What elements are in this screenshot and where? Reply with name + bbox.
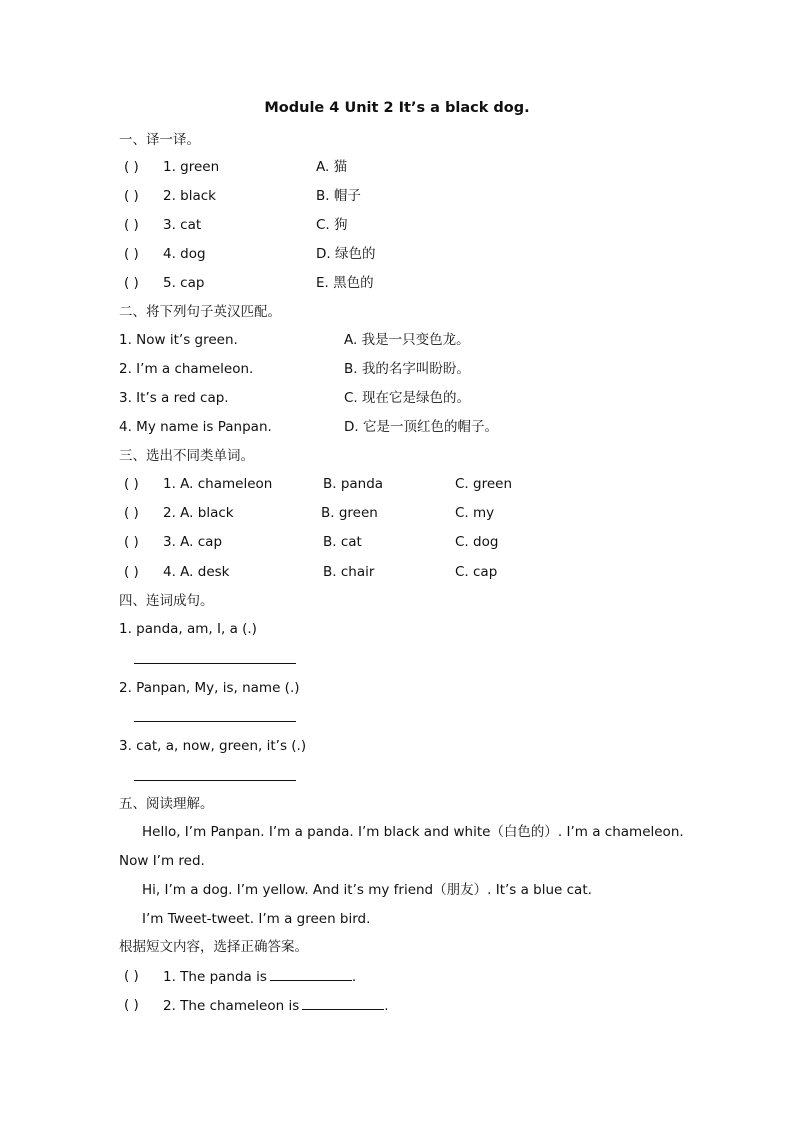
answer-blank[interactable] xyxy=(134,721,296,722)
choice-c: C. green xyxy=(455,476,512,492)
answer-paren: ( ) xyxy=(124,159,139,175)
section-1-heading: 一、译一译。 xyxy=(119,132,200,148)
page-title: Module 4 Unit 2 It’s a black dog. xyxy=(264,100,530,116)
section-2-heading: 二、将下列句子英汉匹配。 xyxy=(119,304,281,320)
choice-b: B. green xyxy=(321,505,378,521)
reading-question xyxy=(163,996,389,1015)
answer-paren: ( ) xyxy=(124,476,139,492)
choice-c: C. dog xyxy=(455,534,499,550)
choice-a: 3. A. cap xyxy=(163,534,223,550)
choice-c: C. my xyxy=(455,505,495,521)
choice-b: B. chair xyxy=(323,564,375,580)
item-option: D. 绿色的 xyxy=(316,246,376,262)
answer-blank[interactable] xyxy=(134,780,296,781)
word-order-item: 1. panda, am, I, a (.) xyxy=(119,621,257,637)
reading-question xyxy=(163,967,356,986)
answer-paren: ( ) xyxy=(124,968,139,984)
sentence-chinese: C. 现在它是绿色的。 xyxy=(344,390,471,406)
choice-a: 1. A. chameleon xyxy=(163,476,273,492)
choice-b: B. panda xyxy=(323,476,384,492)
sentence-english: 4. My name is Panpan. xyxy=(119,419,272,435)
word-order-item: 2. Panpan, My, is, name (.) xyxy=(119,680,300,696)
answer-paren: ( ) xyxy=(124,534,139,550)
section-5-heading: 五、阅读理解。 xyxy=(119,796,214,812)
sentence-english: 2. I’m a chameleon. xyxy=(119,361,254,377)
word-order-item: 3. cat, a, now, green, it’s (.) xyxy=(119,738,307,754)
question-period: . xyxy=(384,998,389,1014)
answer-paren: ( ) xyxy=(124,188,139,204)
item-question: 3. cat xyxy=(163,217,202,233)
sentence-chinese: D. 它是一顶红色的帽子。 xyxy=(344,419,498,435)
item-question: 5. cap xyxy=(163,275,205,291)
reading-paragraph-1-cont: Now I’m red. xyxy=(119,853,205,869)
sentence-chinese: A. 我是一只变色龙。 xyxy=(344,332,470,348)
sentence-chinese: B. 我的名字叫盼盼。 xyxy=(344,361,470,377)
sentence-english: 1. Now it’s green. xyxy=(119,332,238,348)
sentence-english: 3. It’s a red cap. xyxy=(119,390,229,406)
answer-paren: ( ) xyxy=(124,997,139,1013)
answer-paren: ( ) xyxy=(124,564,139,580)
reading-instruction: 根据短文内容，选择正确答案。 xyxy=(119,939,308,955)
item-option: C. 狗 xyxy=(316,217,348,233)
item-option: A. 猫 xyxy=(316,159,348,175)
reading-paragraph-3: I’m Tweet-tweet. I’m a green bird. xyxy=(142,911,371,927)
question-text: 2. The chameleon is xyxy=(163,998,300,1014)
answer-paren: ( ) xyxy=(124,217,139,233)
answer-paren: ( ) xyxy=(124,505,139,521)
item-question: 2. black xyxy=(163,188,217,204)
question-period: . xyxy=(351,969,357,985)
item-option: B. 帽子 xyxy=(316,188,361,204)
reading-paragraph-2: Hi, I’m a dog. I’m yellow. And it’s my friend（朋友）. It’s a blue cat. xyxy=(142,882,592,898)
answer-paren: ( ) xyxy=(124,275,139,291)
item-question: 4. dog xyxy=(163,246,206,262)
answer-blank[interactable] xyxy=(134,663,296,664)
item-option: E. 黑色的 xyxy=(316,275,374,291)
choice-a: 2. A. black xyxy=(163,505,234,521)
section-3-heading: 三、选出不同类单词。 xyxy=(119,448,254,464)
item-question: 1. green xyxy=(163,159,220,175)
fill-blank[interactable] xyxy=(270,967,352,981)
choice-a: 4. A. desk xyxy=(163,564,230,580)
section-4-heading: 四、连词成句。 xyxy=(119,593,214,609)
choice-c: C. cap xyxy=(455,564,498,580)
fill-blank[interactable] xyxy=(302,996,384,1010)
question-text: 1. The panda is xyxy=(163,969,267,985)
reading-paragraph-1: Hello, I’m Panpan. I’m a panda. I’m black and white（白色的）. I’m a chameleon. xyxy=(142,824,684,840)
answer-paren: ( ) xyxy=(124,246,139,262)
choice-b: B. cat xyxy=(323,534,362,550)
